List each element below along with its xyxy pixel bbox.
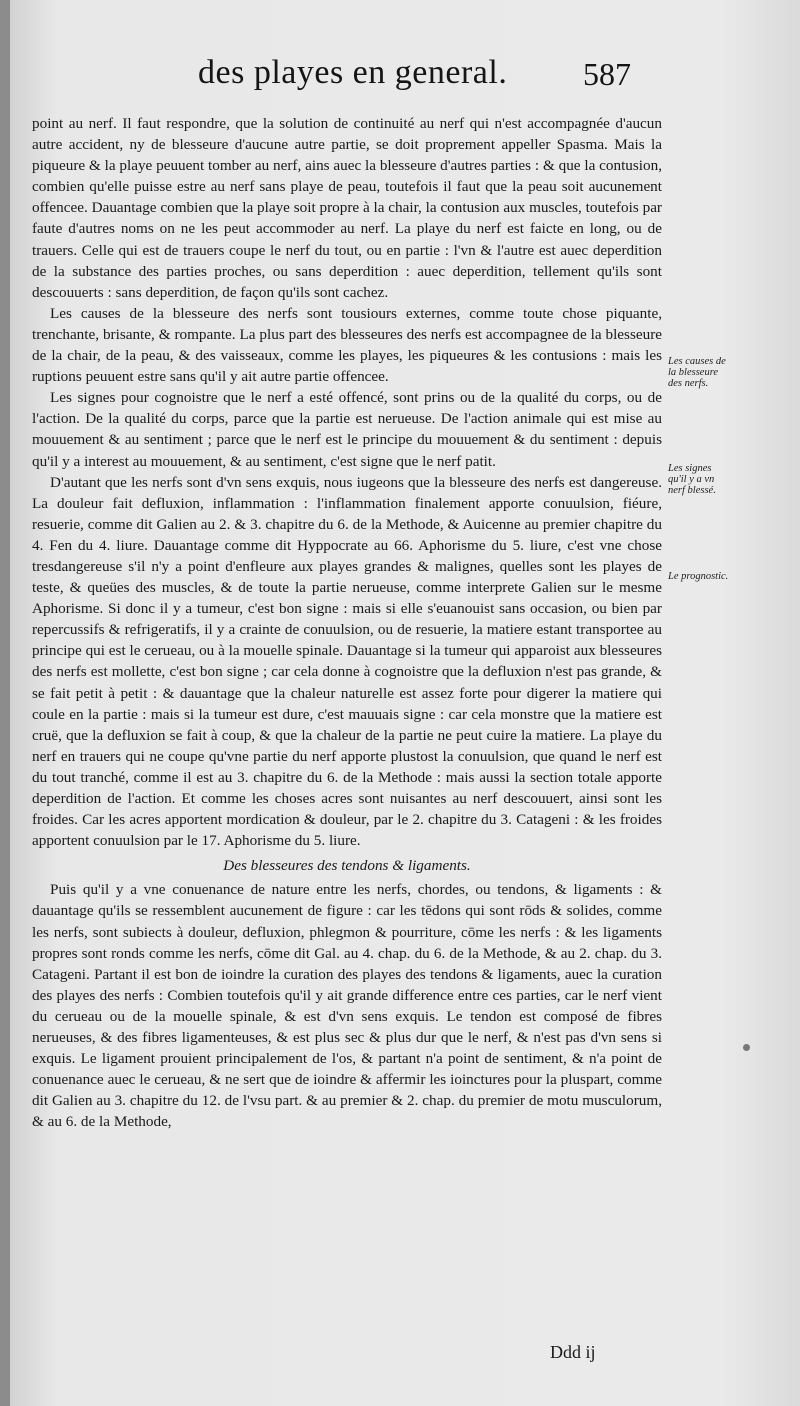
ink-spot bbox=[743, 1044, 750, 1051]
signature-mark: Ddd ij bbox=[550, 1342, 596, 1362]
paragraph: Les causes de la blesseure des nerfs sont tousiours externes, comme toute chose piquante, trenchante, brisante, & rompante. La plus part des blesseures des nerfs est accompagnee de la blesseure de la chair, de la peau, & des vaisseaux, comme les playes, les piqueures & les contusions : mais les ruptions peuuent estre sans qu'il y ait autre partie offencee. bbox=[32, 304, 662, 386]
margin-note-prognostic: Le prognostic. bbox=[668, 571, 729, 582]
margin-note-causes: Les causes de la blesseure des nerfs. bbox=[668, 356, 726, 389]
paragraph: D'autant que les nerfs sont d'vn sens exquis, nous iugeons que la blesseure des nerfs est dangereuse. La douleur fait defluxion, inflammation : l'inflammation finalement apporte conuulsion, fiéure, resuerie, comme dit Galien au 2. & 3. chapitre du 6. de la Methode, & Auicenne au premier chapitre du 4. Fen du 4. liure. Dauantage comme dit Hyppocrate au 66. Aphorisme du 5. liure, c'est vne chose tresdangereuse s'il n'y a point d'enfleure aux playes grandes & malignes, quelles sont les playes de teste, & queües des muscles, & de toute la partie nerueuse, comme interprete Galien sur le mesme Aphorisme. Si donc il y a tumeur, c'est bon signe : mais si elle s'euanouist sans occasion, ou bien par repercussifs & refrigeratifs, il y a crainte de conuulsion, ou de resuerie, la matiere estant transportee au principe qui est le cerueau, ou à la mouelle spinale. Dauantage si la tumeur qui apparoist aux blesseures des nerfs est mollette, c'est bon signe ; car cela donne à cognoistre que la defluxion n'est pas grande, & se fait petit à petit : & dauantage que la chaleur naturelle est assez forte pour digerer la matiere qui coule en la partie : mais si la tumeur est dure, c'est mauuais signe : car cela monstre que la matiere est cruë, que la defluxion se fait à coup, & que la chaleur de la partie ne peut cuire la matiere. La playe du nerf en trauers qui ne coupe qu'vne partie du nerf apporte plustost la conuulsion, que quand le nerf est du tout tranché, comme il est au 3. chapitre du 6. de la Methode : mais aussi la section totale apporte deperdition de l'action. Et comme les choses acres sont nuisantes au nerf descouuert, ainsi sont les froides. Car les acres apportent mordication & douleur, par le 2. chapitre du 3. Catageni : & les froides apportent conuulsion par le 17. Aphorisme du 5. liure. bbox=[32, 473, 662, 850]
paragraph: Les signes pour cognoistre que le nerf a esté offencé, sont prins ou de la qualité du corps, ou de l'action. De la qualité du corps, parce que la partie est nerueuse. De l'action animale qui est mise au mouuement & au sentiment ; parce que le nerf est le principe du mouuement & du sentiment : depuis qu'il y a interest au mouuement, & au sentiment, c'est signe que le nerf patit. bbox=[32, 389, 662, 470]
paragraph: Puis qu'il y a vne conuenance de nature entre les nerfs, chordes, ou tendons, & ligaments : & dauantage qu'ils se ressemblent aucunement de figure : car les tēdons qui sont rōds & solides, comme les nerfs, sont subiects à douleur, defluxion, phlegmon & pourriture, cōme les nerfs : & les ligaments propres sont ronds comme les nerfs, cōme dit Gal. au 4. chap. du 6. de la Methode, & au 2. chap. du 3. Catageni. Partant il est bon de ioindre la curation des playes des tendons & ligaments, auec la curation des playes des nerfs : Combien toutefois qu'il y ait grande difference entre ces parties, car le nerf vient du cerueau ou de la mouelle spinale, & est d'vn sens exquis. Le tendon est composé de fibres nerueuses, & des fibres ligamenteuses, & est plus sec & plus dur que le nerf, & n'est pas d'vn sens si exquis. Le ligament prouient principalement de l'os, & partant n'a point de sentiment, & n'a point de conuenance auec le cerueau, & ne sert que de ioindre & affermir les ioinctures pour la pluspart, comme dit Galien au 3. chapitre du 12. de l'vsu part. & au premier & 2. chap. du premier de motu musculorum, & au 6. de la Methode, bbox=[32, 881, 662, 1131]
page-number: 587 bbox=[583, 56, 631, 92]
section-heading: Des blesseures des tendons & ligaments. bbox=[223, 857, 471, 875]
page-header bbox=[10, 52, 800, 102]
body-text bbox=[32, 113, 662, 1133]
book-page bbox=[10, 0, 800, 1406]
paragraph: point au nerf. Il faut respondre, que la solution de continuité au nerf qui n'est accompagnée d'aucun autre accident, ny de blesseure d'aucune autre partie, se doit proprement appeller Spasma. Mais la piqueure & la playe peuuent tomber au nerf, ains auec la blesseure d'autres parties : & que la contusion, combien qu'elle puisse estre au nerf sans playe de peau, toutefois il faut que la peau soit aucunement offencee. Dauantage combien que la playe soit propre à la chair, la contusion aux muscles, toutefois par faute d'autres noms on ne les peut accommoder au nerf. La playe du nerf est faicte en long, ou de trauers. Celle qui est de trauers coupe le nerf du tout, ou en partie : l'vn & l'autre est auec deperdition de la substance des parties proches, ou sans deperdition : auec deperdition, tellement qu'ils sont descouuerts : sans deperdition, de façon qu'ils sont cachez. bbox=[32, 115, 662, 301]
margin-note-signs: Les signes qu'il y a vn nerf blessé. bbox=[668, 463, 716, 496]
running-title: des playes en general. bbox=[198, 54, 508, 91]
